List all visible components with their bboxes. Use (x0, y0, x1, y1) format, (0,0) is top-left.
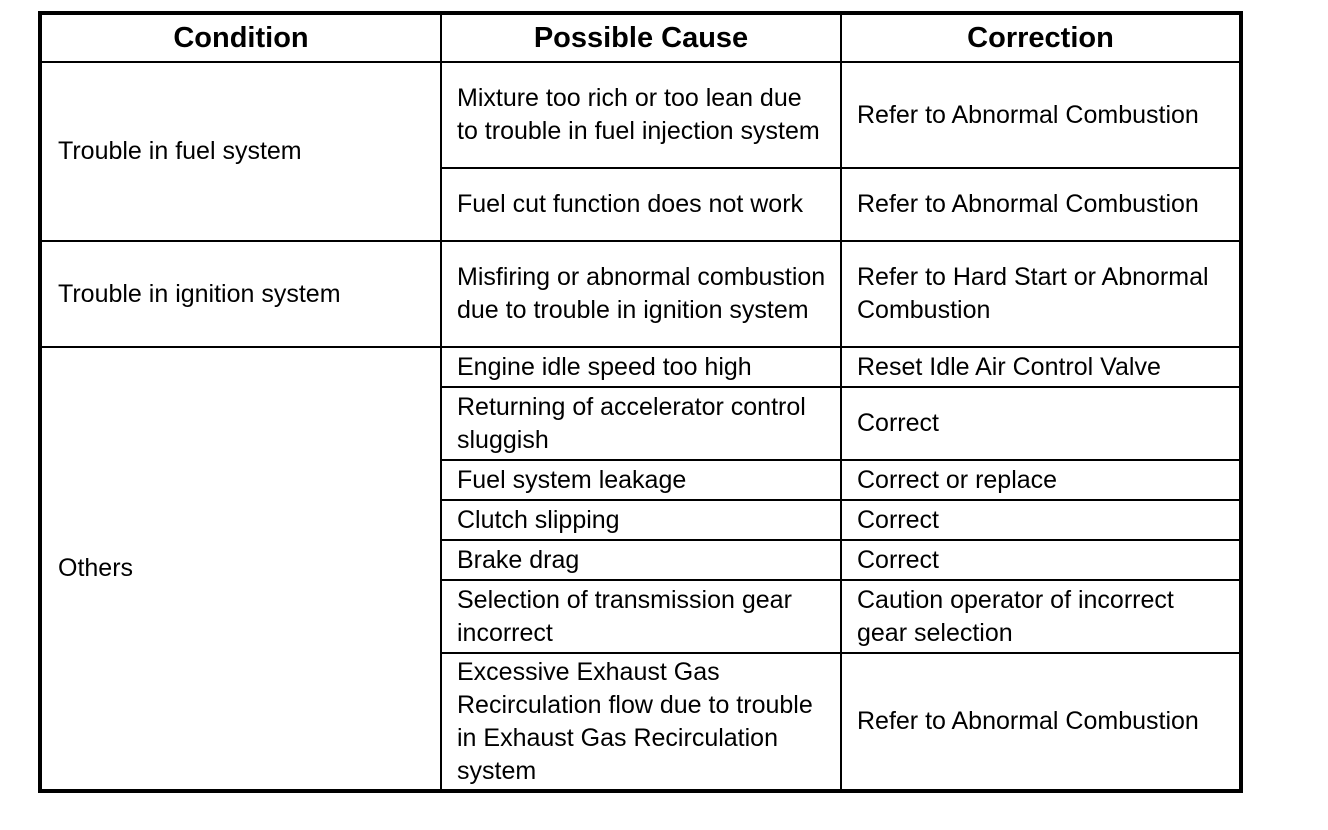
correction-cell: Reset Idle Air Control Valve (841, 347, 1241, 387)
condition-cell: Trouble in fuel system (40, 62, 441, 241)
cause-cell: Fuel cut function does not work (441, 168, 841, 241)
column-header-possible-cause: Possible Cause (441, 13, 841, 62)
cause-cell: Engine idle speed too high (441, 347, 841, 387)
condition-cell: Trouble in ignition system (40, 241, 441, 347)
cause-cell: Misfiring or abnormal combustion due to trouble in ignition system (441, 241, 841, 347)
correction-cell: Refer to Abnormal Combustion (841, 653, 1241, 791)
table-row (40, 62, 1241, 168)
correction-cell: Refer to Abnormal Combustion (841, 62, 1241, 168)
cause-cell: Brake drag (441, 540, 841, 580)
correction-cell: Refer to Abnormal Combustion (841, 168, 1241, 241)
correction-cell: Refer to Hard Start or Abnormal Combustion (841, 241, 1241, 347)
troubleshooting-table (38, 11, 1243, 793)
correction-cell: Correct or replace (841, 460, 1241, 500)
column-header-correction: Correction (841, 13, 1241, 62)
cause-cell: Selection of transmission gear incorrect (441, 580, 841, 653)
cause-cell: Mixture too rich or too lean due to trouble in fuel injection system (441, 62, 841, 168)
cause-cell: Clutch slipping (441, 500, 841, 540)
cause-cell: Excessive Exhaust Gas Recirculation flow due to trouble in Exhaust Gas Recirculation system (441, 653, 841, 791)
correction-cell: Correct (841, 387, 1241, 460)
condition-cell: Others (40, 347, 441, 791)
correction-cell: Caution operator of incorrect gear selection (841, 580, 1241, 653)
column-header-condition: Condition (40, 13, 441, 62)
cause-cell: Returning of accelerator control sluggish (441, 387, 841, 460)
table-row (40, 241, 1241, 347)
table-row (40, 347, 1241, 387)
correction-cell: Correct (841, 500, 1241, 540)
table-header-row (40, 13, 1241, 62)
correction-cell: Correct (841, 540, 1241, 580)
cause-cell: Fuel system leakage (441, 460, 841, 500)
